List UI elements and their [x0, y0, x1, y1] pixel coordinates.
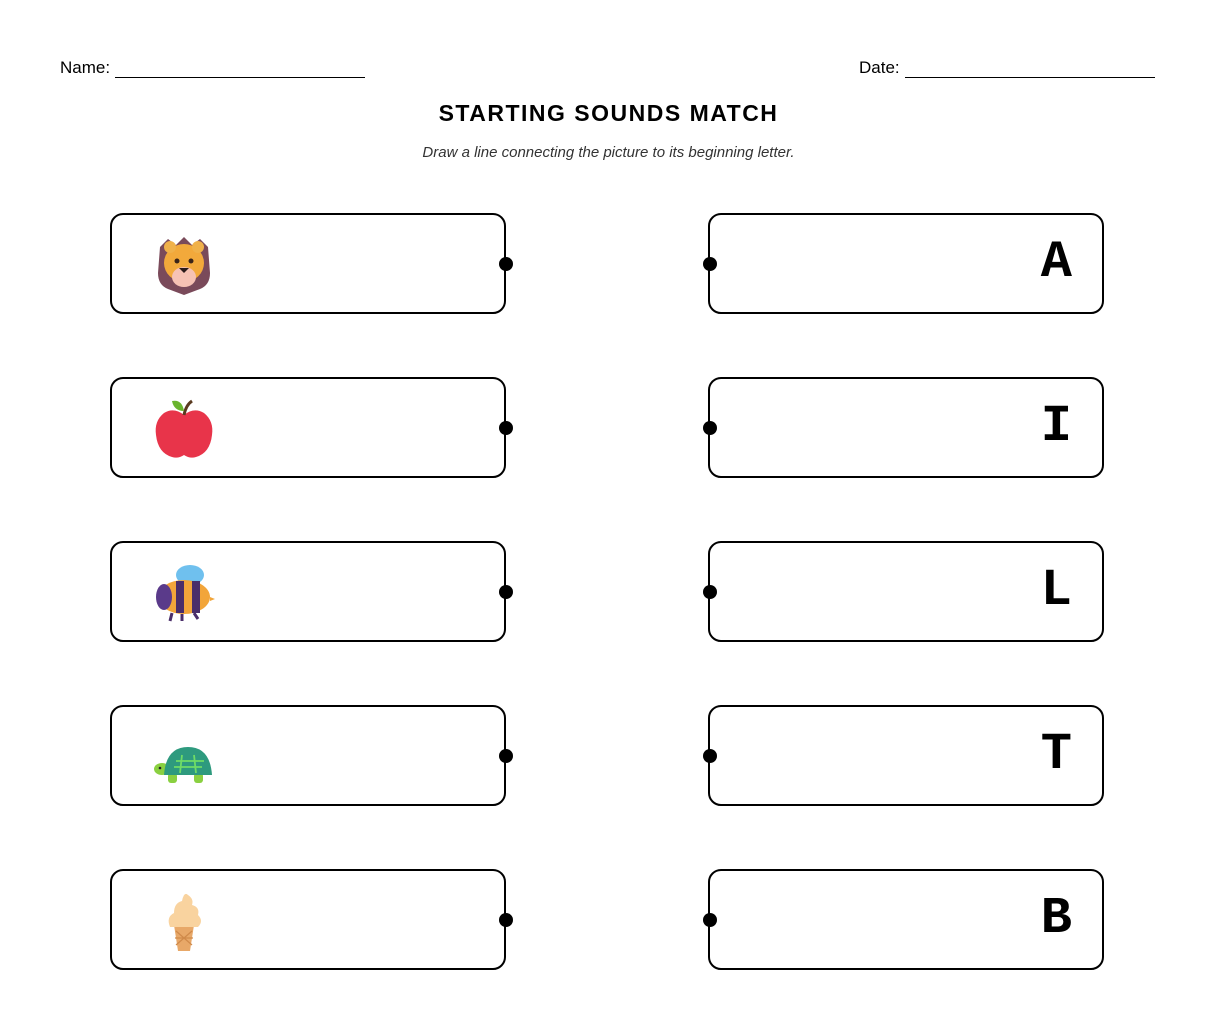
lion-face-icon: [152, 233, 216, 297]
red-apple-icon: [152, 397, 216, 461]
letter: I: [1040, 396, 1072, 456]
name-field[interactable]: [60, 58, 365, 78]
date-input-line[interactable]: [905, 61, 1155, 78]
picture-card-apple: [110, 377, 506, 478]
name-label: Name:: [60, 58, 111, 77]
date-field[interactable]: [859, 58, 1155, 78]
connector-dot[interactable]: [499, 913, 513, 927]
picture-card-lion: [110, 213, 506, 314]
connector-dot[interactable]: [499, 749, 513, 763]
letter: L: [1040, 560, 1072, 620]
connector-dot[interactable]: [703, 913, 717, 927]
worksheet-instructions: Draw a line connecting the picture to its beginning letter.: [422, 144, 795, 161]
letter-card-1: [708, 213, 1104, 314]
letter: B: [1040, 888, 1072, 948]
turtle-icon: [152, 725, 216, 789]
connector-dot[interactable]: [499, 257, 513, 271]
picture-card-ice-cream: [110, 869, 506, 970]
name-input-line[interactable]: [115, 61, 365, 78]
connector-dot[interactable]: [499, 421, 513, 435]
picture-card-turtle: [110, 705, 506, 806]
picture-card-bee: [110, 541, 506, 642]
letter: T: [1040, 724, 1072, 784]
ice-cream-cone-icon: [152, 889, 216, 953]
date-label: Date:: [859, 58, 900, 77]
worksheet-title: STARTING SOUNDS MATCH: [438, 100, 779, 126]
letter-card-5: [708, 869, 1104, 970]
honeybee-icon: [152, 561, 216, 625]
letter-card-2: [708, 377, 1104, 478]
connector-dot[interactable]: [703, 421, 717, 435]
letter-card-3: [708, 541, 1104, 642]
connector-dot[interactable]: [703, 749, 717, 763]
letter: A: [1040, 232, 1072, 292]
letter-card-4: [708, 705, 1104, 806]
connector-dot[interactable]: [703, 257, 717, 271]
connector-dot[interactable]: [703, 585, 717, 599]
connector-dot[interactable]: [499, 585, 513, 599]
